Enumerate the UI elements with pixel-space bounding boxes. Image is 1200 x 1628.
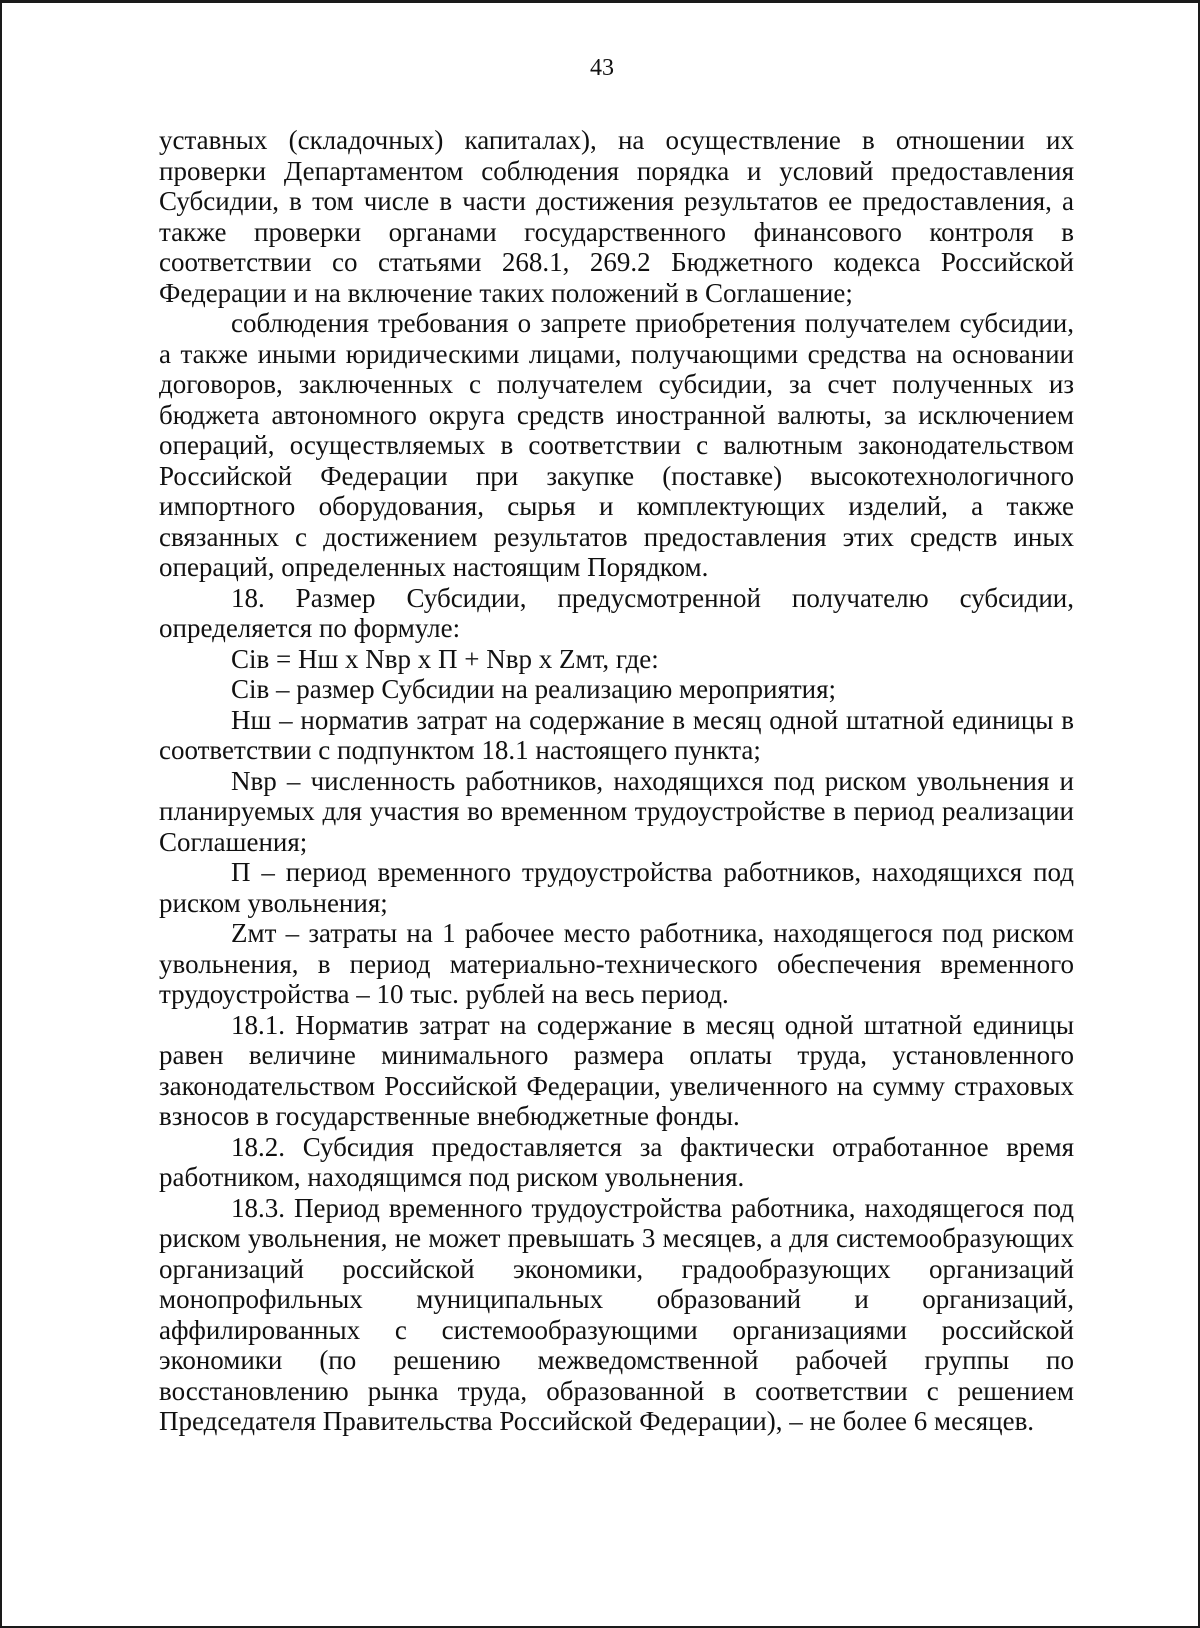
- definition-p: П – период временного трудоустройства работников, находящихся под риском увольнения;: [159, 857, 1074, 918]
- paragraph-18-2: 18.2. Субсидия предоставляется за фактически отработанное время работником, находящимся под риском увольнения.: [159, 1131, 1074, 1192]
- paragraph-18: 18. Размер Субсидии, предусмотренной получателю субсидии, определяется по формуле:: [159, 582, 1074, 643]
- definition-civ: Сiв – размер Субсидии на реализацию мероприятия;: [231, 674, 837, 704]
- definition-nvr: Nвр – численность работников, находящихся под риском увольнения и планируемых для участия во временном трудоустройстве в период реализации Соглашения;: [159, 765, 1074, 857]
- document-body: [159, 125, 1074, 1437]
- paragraph-18-1: 18.1. Норматив затрат на содержание в месяц одной штатной единицы равен величине минимального размера оплаты труда, установленного законодательством Российской Федерации, увеличенного на сумму страховых взносов в государственные внебюджетные фонды.: [159, 1009, 1074, 1131]
- paragraph-currency-restriction: соблюдения требования о запрете приобретения получателем субсидии, а также иными юридическими лицами, получающими средства на основании договоров, заключенных с получателем субсидии, за счет полученных из бюджета автономного округа средств иностранной валюты, за исключением операций, осуществляемых в соответствии с валютным законодательством Российской Федерации при закупке (поставке) высокотехнологичного импортного оборудования, сырья и комплектующих изделий, а также связанных с достижением результатов предоставления этих средств иных операций, определенных настоящим Порядком.: [159, 308, 1074, 582]
- formula-line: Сiв = Нш х Nвр х П + Nвр х Zмт, где:: [231, 643, 659, 674]
- page-number: 43: [590, 55, 614, 81]
- definition-nsh: Нш – норматив затрат на содержание в месяц одной штатной единицы в соответствии с подпунктом 18.1 настоящего пункта;: [159, 704, 1074, 765]
- paragraph-continuation: уставных (складочных) капиталах), на осуществление в отношении их проверки Департаментом соблюдения порядка и условий предоставления Субсидии, в том числе в части достижения результатов ее предоставления, а также проверки органами государственного финансового контроля в соответствии со статьями 268.1, 269.2 Бюджетного кодекса Российской Федерации и на включение таких положений в Соглашение;: [159, 125, 1074, 308]
- definition-zmt: Zмт – затраты на 1 рабочее место работника, находящегося под риском увольнения, в период материально-технического обеспечения временного трудоустройства – 10 тыс. рублей на весь период.: [159, 918, 1074, 1009]
- paragraph-18-3: 18.3. Период временного трудоустройства работника, находящегося под риском увольнения, не может превышать 3 месяцев, а для системообразующих организаций российской экономики, градообразующих организаций монопрофильных муниципальных образований и организаций, аффилированных с системообразующими организациями российской экономики (по решению межведомственной рабочей группы по восстановлению рынка труда, образованной в соответствии с решением Председателя Правительства Российской Федерации), – не более 6 месяцев.: [159, 1192, 1074, 1436]
